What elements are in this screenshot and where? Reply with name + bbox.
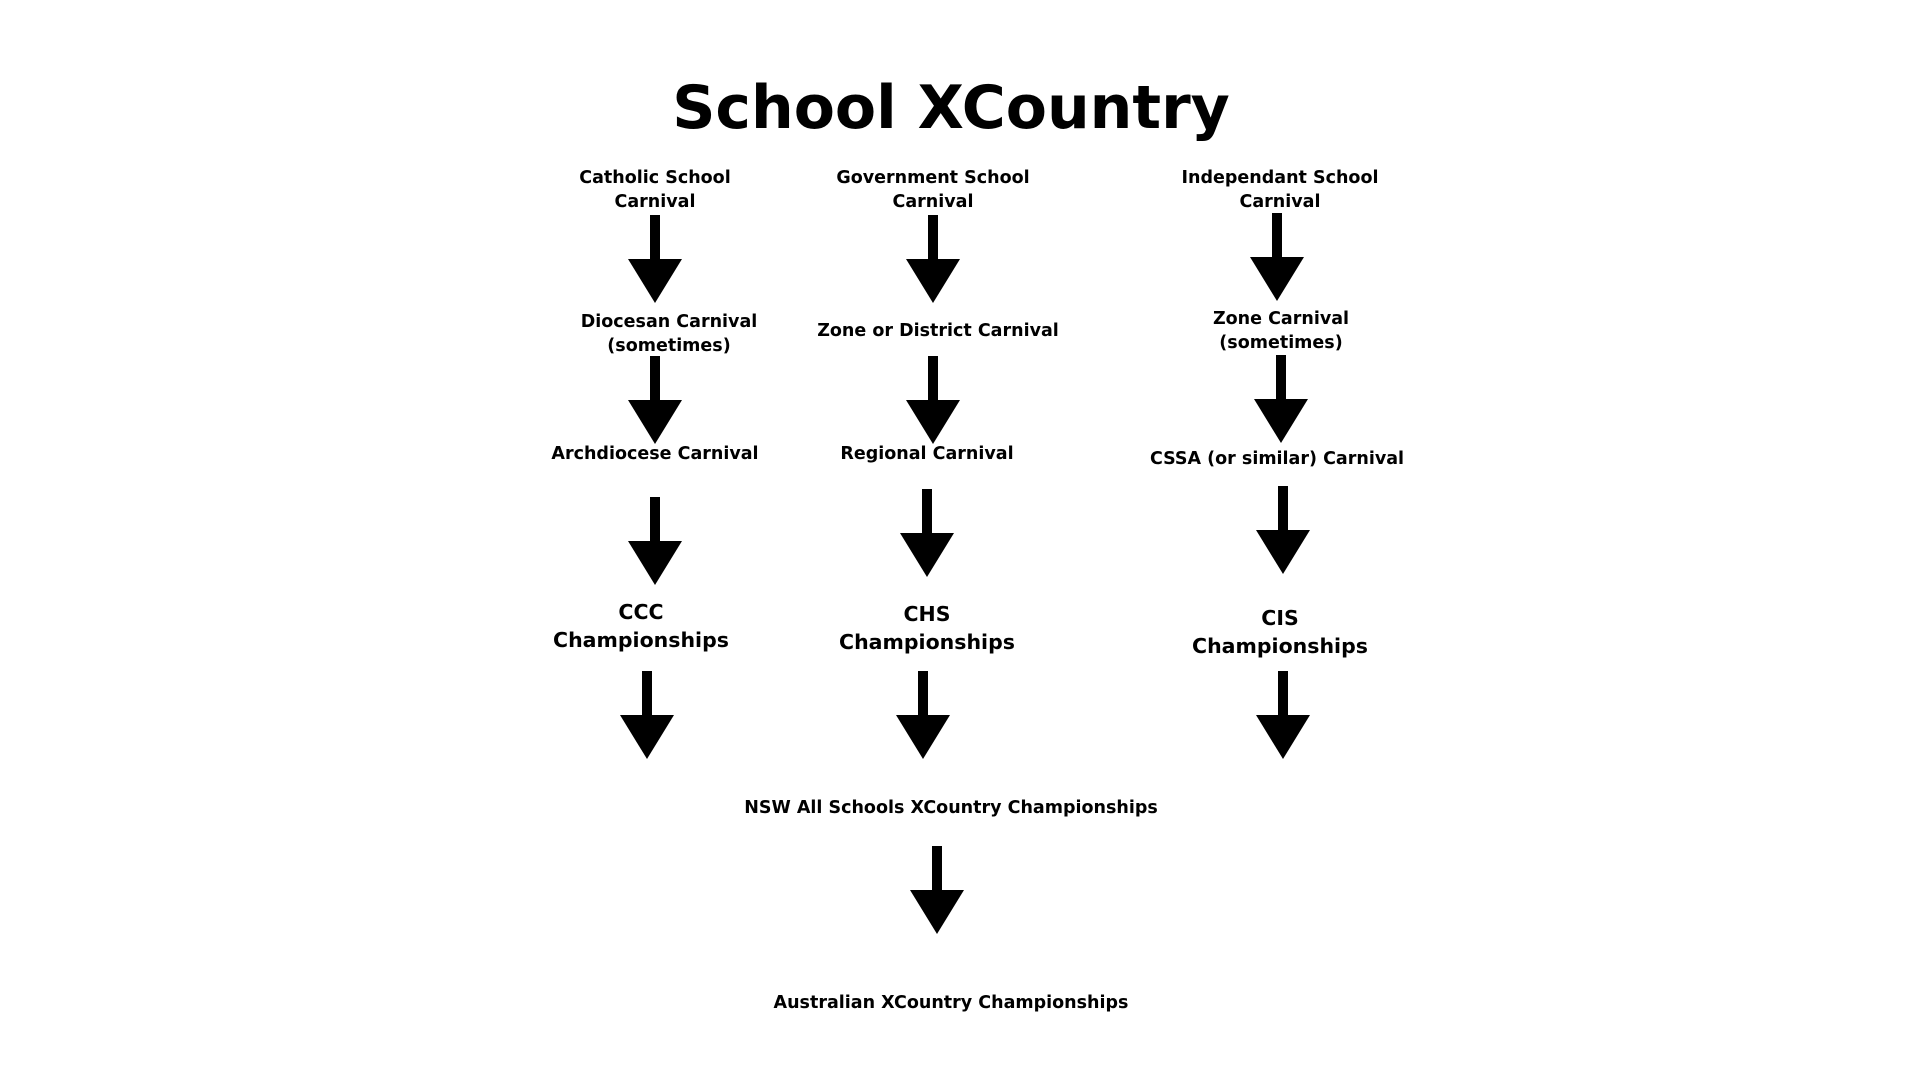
arrow-down-icon	[1253, 671, 1313, 761]
node-chs-championships: CHS Championships	[839, 602, 1015, 654]
node-zone-carnival: Zone Carnival (sometimes)	[1212, 309, 1350, 353]
arrow-down-icon	[1251, 355, 1311, 445]
arrow-down-icon	[903, 356, 963, 446]
node-cis-championships: CIS Championships	[1192, 606, 1368, 658]
arrow-down-icon	[625, 356, 685, 446]
node-cssa-carnival: CSSA (or similar) Carnival	[1149, 449, 1405, 469]
node-australian-championships: Australian XCountry Championships	[773, 993, 1129, 1013]
node-nsw-all-schools-championships: NSW All Schools XCountry Championships	[744, 798, 1158, 818]
node-zone-or-district-carnival: Zone or District Carnival	[817, 321, 1059, 341]
arrow-down-icon	[617, 671, 677, 761]
node-ccc-championships: CCC Championships	[553, 600, 729, 652]
arrow-down-icon	[897, 489, 957, 579]
node-diocesan-carnival: Diocesan Carnival (sometimes)	[580, 312, 758, 356]
node-archdiocese-carnival: Archdiocese Carnival	[551, 444, 759, 464]
arrow-down-icon	[1253, 486, 1313, 576]
node-independant-school-carnival: Independant School Carnival	[1181, 168, 1379, 212]
arrow-down-icon	[1247, 213, 1307, 303]
node-regional-carnival: Regional Carnival	[840, 444, 1014, 464]
node-government-school-carnival: Government School Carnival	[836, 168, 1030, 212]
arrow-down-icon	[907, 846, 967, 936]
diagram-title: School XCountry	[672, 73, 1230, 143]
arrow-down-icon	[903, 215, 963, 305]
arrow-down-icon	[625, 497, 685, 587]
arrow-down-icon	[625, 215, 685, 305]
arrow-down-icon	[893, 671, 953, 761]
node-catholic-school-carnival: Catholic School Carnival	[579, 168, 731, 212]
